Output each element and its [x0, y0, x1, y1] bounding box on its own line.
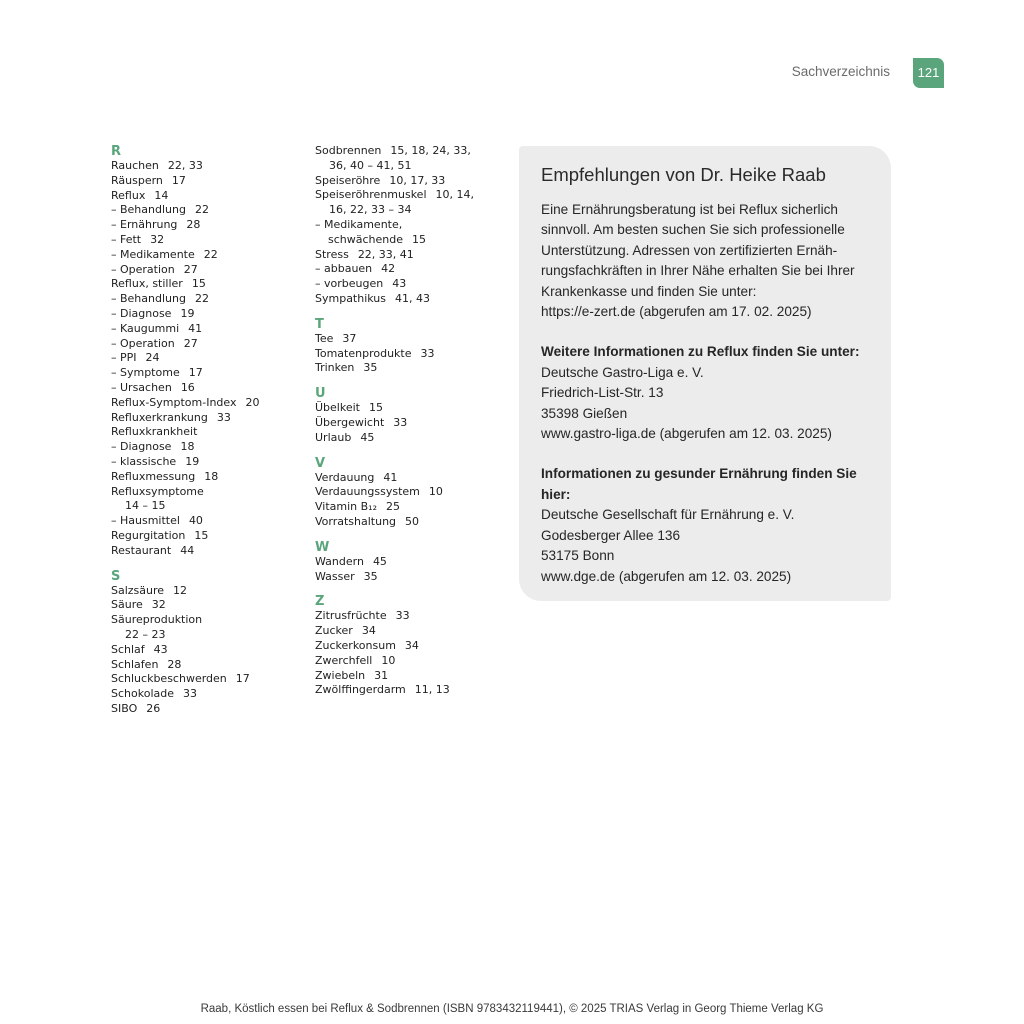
index-pages: 28: [186, 218, 201, 232]
index-term: – Behandlung: [111, 292, 186, 306]
index-entry: [111, 702, 301, 717]
index-pages: 19: [185, 454, 200, 468]
index-entry: [111, 470, 301, 485]
index-term: – Operation: [111, 336, 175, 350]
index-entry: [315, 361, 515, 376]
page-number-badge: 121: [913, 58, 944, 88]
index-entry: [315, 485, 515, 500]
index-pages: 31: [374, 668, 389, 682]
index-term: Reflux, stiller: [111, 277, 183, 291]
index-entry: [315, 262, 515, 277]
index-pages: 18: [204, 469, 219, 483]
index-pages: 24: [145, 351, 160, 365]
index-entry: [111, 381, 301, 396]
index-term: – Medikamente: [111, 247, 195, 261]
index-pages: 22, 33, 41: [357, 247, 414, 261]
index-term: Übelkeit: [315, 401, 360, 415]
index-pages: 14: [154, 188, 169, 202]
index-entry: [315, 431, 515, 446]
index-pages: 33: [420, 346, 435, 360]
index-entry: [111, 544, 301, 559]
index-pages: 45: [372, 554, 387, 568]
index-letter: T: [315, 316, 324, 332]
index-term: schwächende: [328, 232, 403, 246]
index-term: 16, 22, 33 – 34: [329, 203, 412, 217]
index-entry: [111, 203, 301, 218]
index-term: – Ernährung: [111, 218, 178, 232]
index-term: Zwerchfell: [315, 653, 373, 667]
index-term: – klassische: [111, 454, 177, 468]
index-term: – abbauen: [315, 262, 373, 276]
index-entry: [315, 624, 515, 639]
index-entry: [111, 218, 301, 233]
index-pages: 33: [216, 410, 231, 424]
index-entry: [315, 203, 515, 218]
index-entry: [111, 351, 301, 366]
index-term: Reflux-Symptom-Index: [111, 395, 237, 409]
index-pages: 32: [151, 598, 166, 612]
text-line: sinnvoll. Am besten suchen Sie sich professionelle: [541, 222, 845, 238]
index-pages: 26: [146, 701, 161, 715]
index-term: – Kaugummi: [111, 321, 180, 335]
index-term: Säure: [111, 598, 143, 612]
index-term: Refluxkrankheit: [111, 425, 198, 439]
text-line: Godesberger Allee 136: [541, 527, 681, 543]
index-entry: [111, 598, 301, 613]
index-term: Sympathikus: [315, 291, 387, 305]
index-entry: [315, 570, 515, 585]
index-entry: [315, 683, 515, 698]
index-entry: [111, 322, 301, 337]
index-term: Tee: [315, 331, 334, 345]
index-pages: 11, 13: [414, 683, 450, 697]
index-term: Rauchen: [111, 159, 159, 172]
index-term: Zwiebeln: [315, 668, 366, 682]
index-entry: [315, 292, 515, 307]
index-pages: 32: [150, 232, 165, 246]
index-pages: 45: [360, 430, 375, 444]
index-term: Reflux: [111, 188, 146, 202]
index-entry: [111, 628, 301, 643]
box-title: Empfehlungen von Dr. Heike Raab: [541, 164, 826, 185]
index-entry: [315, 654, 515, 669]
index-entry: [111, 263, 301, 278]
index-term: Urlaub: [315, 430, 352, 444]
index-term: Schlafen: [111, 657, 159, 671]
section3-heading: Informationen zu gesunder Ernährung finden Sie hier:: [541, 466, 857, 502]
index-term: – Symptome: [111, 366, 180, 380]
text-line: rungsfachkräften in Ihrer Nähe erhalten Sie bei Ihrer: [541, 263, 855, 279]
index-column-2: [315, 144, 515, 698]
index-pages: 19: [180, 306, 195, 320]
index-term: – Diagnose: [111, 440, 172, 454]
index-pages: 41: [188, 321, 203, 335]
index-term: Tomatenprodukte: [315, 346, 412, 360]
index-pages: 22: [194, 203, 209, 217]
index-pages: 33: [395, 609, 410, 623]
text-line: Krankenkasse und finden Sie unter:: [541, 283, 757, 299]
index-pages: 18: [180, 440, 195, 454]
index-entry: [111, 643, 301, 658]
index-term: Stress: [315, 247, 349, 261]
index-term: – Behandlung: [111, 203, 186, 217]
index-entry: [111, 189, 301, 204]
index-term: Wasser: [315, 569, 355, 583]
index-entry: [315, 332, 515, 347]
index-pages: 33: [183, 687, 197, 701]
text-line: Deutsche Gastro-Liga e. V.: [541, 364, 704, 380]
index-pages: 28: [167, 657, 182, 671]
index-term: – PPI: [111, 351, 137, 365]
index-pages: 16: [180, 380, 195, 394]
section2-address: [541, 363, 877, 445]
index-column-1: [111, 144, 301, 717]
section2-heading: Weitere Informationen zu Reflux finden Sie unter:: [541, 344, 860, 360]
index-entry: [315, 174, 515, 189]
index-entry: [111, 292, 301, 307]
index-term: Regurgitation: [111, 528, 186, 542]
index-pages: 10: [381, 653, 396, 667]
index-term: 14 – 15: [125, 499, 166, 513]
index-entry: [111, 613, 301, 628]
index-pages: 12: [173, 583, 188, 597]
index-entry: [111, 514, 301, 529]
index-entry: [111, 277, 301, 292]
index-entry: [111, 159, 301, 174]
index-letter: Z: [315, 594, 325, 610]
index-letter: W: [315, 539, 330, 555]
index-entry: [315, 159, 515, 174]
index-term: Refluxmessung: [111, 469, 196, 483]
index-pages: 20: [245, 395, 260, 409]
index-pages: 43: [153, 642, 168, 656]
index-term: – Operation: [111, 262, 175, 276]
index-entry: [315, 639, 515, 654]
index-pages: 15: [368, 401, 383, 415]
index-pages: 35: [363, 361, 378, 375]
text-line: Friedrich-List-Str. 13: [541, 385, 664, 401]
index-pages: 27: [183, 336, 198, 350]
index-pages: 43: [392, 277, 407, 291]
index-entry: [111, 174, 301, 189]
index-pages: 17: [188, 366, 203, 380]
index-pages: 22: [203, 247, 218, 261]
index-pages: 44: [180, 543, 195, 557]
section3-address: [541, 505, 877, 587]
index-entry: [111, 499, 301, 514]
index-pages: 17: [235, 672, 250, 686]
index-entry: [315, 188, 515, 203]
index-term: 22 – 23: [125, 627, 166, 641]
index-entry: [315, 218, 515, 233]
index-term: Schlaf: [111, 642, 145, 656]
index-pages: 37: [342, 331, 357, 345]
index-pages: 10, 14,: [435, 188, 474, 202]
index-entry: [315, 669, 515, 684]
index-pages: 41, 43: [395, 291, 431, 305]
recommendation-box: [519, 146, 891, 601]
index-pages: 33: [393, 415, 408, 429]
index-entry: [111, 529, 301, 544]
index-entry: [315, 401, 515, 416]
index-term: – Hausmittel: [111, 514, 180, 528]
index-entry: [111, 485, 301, 500]
index-term: Verdauungssystem: [315, 485, 420, 499]
index-entry: [315, 555, 515, 570]
index-term: 36, 40 – 41, 51: [329, 158, 412, 172]
index-entry: [315, 277, 515, 292]
index-term: – Diagnose: [111, 306, 172, 320]
index-term: Sodbrennen: [315, 144, 382, 157]
index-pages: 15, 18, 24, 33,: [390, 144, 471, 157]
index-term: Verdauung: [315, 470, 375, 484]
index-pages: 40: [188, 514, 203, 528]
index-entry: [315, 233, 515, 248]
index-entry: [315, 416, 515, 431]
index-entry: [315, 248, 515, 263]
index-term: – vorbeugen: [315, 277, 384, 291]
index-term: – Medikamente,: [315, 217, 403, 231]
index-pages: 34: [361, 624, 376, 638]
index-term: Zucker: [315, 624, 353, 638]
index-pages: 15: [194, 528, 209, 542]
index-pages: 22: [194, 292, 209, 306]
index-pages: 27: [183, 262, 198, 276]
index-pages: 25: [386, 500, 400, 514]
index-entry: [111, 672, 301, 687]
index-pages: 50: [405, 514, 420, 528]
index-entry: [315, 609, 515, 624]
text-line: www.dge.de (abgerufen am 12. 03. 2025): [541, 568, 792, 584]
index-term: Restaurant: [111, 543, 172, 557]
page-footer: Raab, Köstlich essen bei Reflux & Sodbrennen (ISBN 9783432119441), © 2025 TRIAS Verlag in Georg Thieme Verlag KG: [200, 1003, 824, 1015]
index-entry: [111, 455, 301, 470]
index-entry: [111, 425, 301, 440]
index-letter: R: [111, 144, 122, 159]
index-term: Übergewicht: [315, 415, 385, 429]
index-pages: 17: [171, 173, 186, 187]
text-line: www.gastro-liga.de (abgerufen am 12. 03. 2025): [541, 426, 832, 442]
index-entry: [111, 440, 301, 455]
index-entry: [111, 337, 301, 352]
index-entry: [111, 584, 301, 599]
index-pages: 10, 17, 33: [389, 173, 446, 187]
index-entry: [111, 248, 301, 263]
index-letter: U: [315, 386, 326, 402]
index-pages: 42: [381, 262, 396, 276]
text-line: 35398 Gießen: [541, 405, 628, 421]
index-term: Vitamin B₁₂: [315, 500, 377, 514]
index-term: Speiseröhrenmuskel: [315, 188, 427, 202]
index-term: Salzsäure: [111, 583, 165, 597]
section-title: Sachverzeichnis: [791, 64, 890, 79]
text-line: Eine Ernährungsberatung ist bei Reflux sicherlich: [541, 202, 838, 217]
index-pages: 35: [363, 569, 378, 583]
index-entry: [315, 471, 515, 486]
index-pages: 22, 33: [167, 159, 203, 172]
index-entry: [315, 500, 515, 515]
index-term: – Fett: [111, 232, 142, 246]
index-pages: 15: [412, 232, 426, 246]
index-pages: 34: [404, 638, 419, 652]
index-pages: 41: [383, 470, 398, 484]
index-entry: [111, 411, 301, 426]
index-term: Wandern: [315, 554, 364, 568]
index-entry: [111, 307, 301, 322]
index-pages: 10: [428, 485, 443, 499]
index-entry: [111, 233, 301, 248]
index-term: Trinken: [315, 361, 355, 375]
index-pages: 15: [191, 277, 206, 291]
index-term: SIBO: [111, 701, 138, 715]
index-entry: [111, 687, 301, 702]
index-term: Zwölffingerdarm: [315, 683, 406, 697]
index-term: Räuspern: [111, 173, 163, 187]
index-term: Zitrusfrüchte: [315, 609, 387, 623]
index-entry: [111, 396, 301, 411]
index-letter: V: [315, 455, 326, 471]
index-entry: [315, 347, 515, 362]
index-term: Speiseröhre: [315, 173, 381, 187]
intro-paragraph: [541, 200, 877, 322]
index-term: – Ursachen: [111, 380, 172, 394]
index-term: Zuckerkonsum: [315, 638, 396, 652]
index-entry: [315, 515, 515, 530]
index-term: Schluckbeschwerden: [111, 672, 227, 686]
index-term: Säureproduktion: [111, 613, 203, 627]
index-term: Refluxsymptome: [111, 484, 204, 498]
text-line: https://e-zert.de (abgerufen am 17. 02. 2025): [541, 304, 812, 320]
index-letter: S: [111, 568, 121, 584]
text-line: Unterstützung. Adressen von zertifizierten Ernäh-: [541, 242, 838, 258]
text-line: Deutsche Gesellschaft für Ernährung e. V.: [541, 507, 795, 523]
text-line: 53175 Bonn: [541, 548, 615, 564]
index-entry: [315, 144, 515, 159]
index-term: Vorratshaltung: [315, 514, 397, 528]
index-term: Schokolade: [111, 687, 174, 701]
index-term: Refluxerkrankung: [111, 410, 208, 424]
index-entry: [111, 658, 301, 673]
index-entry: [111, 366, 301, 381]
